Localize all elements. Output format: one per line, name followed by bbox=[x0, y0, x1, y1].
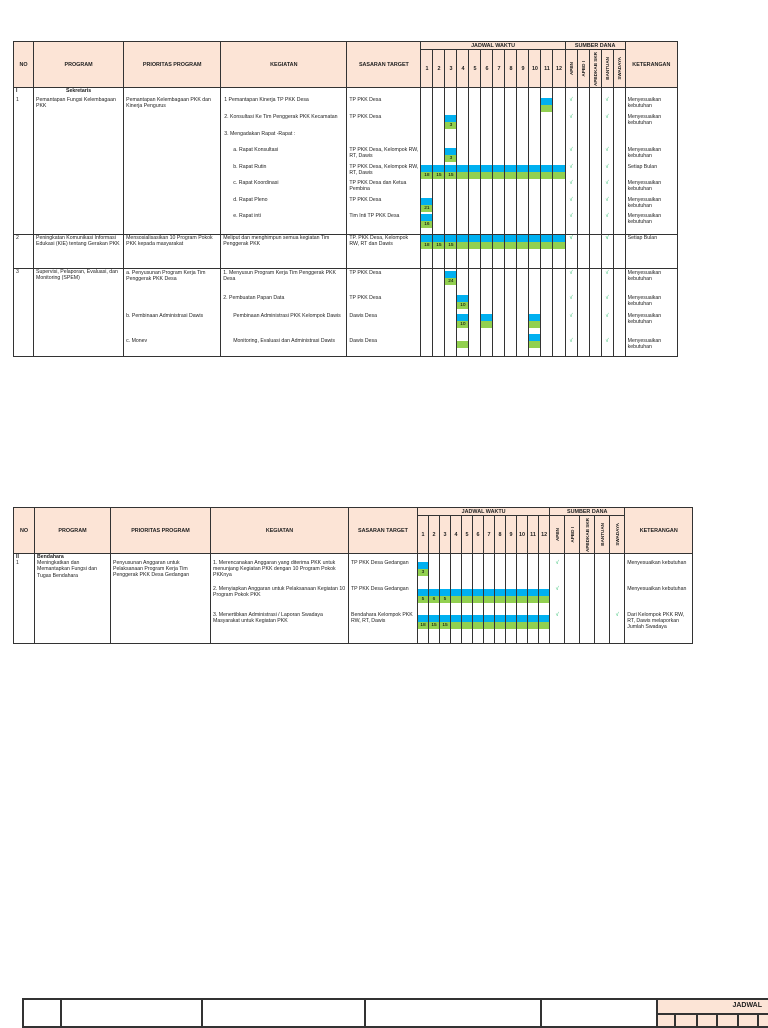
sasaran-item: Tim Inti TP PKK Desa bbox=[349, 213, 400, 219]
fund-cell-apbd1 bbox=[577, 235, 589, 269]
month-cell-12 bbox=[553, 269, 565, 357]
section-title: Sekretaris bbox=[66, 88, 92, 94]
fund-header bbox=[589, 50, 601, 88]
kegiatan-cell bbox=[221, 88, 347, 235]
month-cell-4 bbox=[457, 269, 469, 357]
kegiatan-item: 2. Menyiapkan Anggaran untuk Pelaksanaan Kegiatan 10 Program Pokok PKK bbox=[213, 586, 346, 599]
month-cell-2 bbox=[429, 554, 440, 644]
prioritas-cell bbox=[124, 269, 221, 357]
sasaran-item: TP PKK Desa, Kelompok RW, RT, Dawis bbox=[349, 147, 419, 160]
month-cell-11 bbox=[541, 235, 553, 269]
fund-cell-apbdkab bbox=[580, 554, 595, 644]
keterangan-item: Menyesuaikan kebutuhan bbox=[627, 197, 662, 210]
check-mark: √ bbox=[605, 270, 609, 276]
kegiatan-cell bbox=[211, 554, 349, 644]
month-cell-3 bbox=[445, 235, 457, 269]
keterangan-item: Menyesuaikan kebutuhan bbox=[627, 560, 687, 566]
keterangan-cell bbox=[625, 554, 693, 644]
fund-label: SWADAYA bbox=[614, 523, 620, 546]
sasaran-item: TP PKK Desa Gedangan bbox=[351, 586, 409, 592]
month-cell-11 bbox=[541, 88, 553, 235]
month-header: 2 bbox=[429, 516, 440, 554]
kegiatan-item: a. Rapat Konsultasi bbox=[233, 147, 279, 153]
month-cell-5 bbox=[469, 235, 481, 269]
header-jadwal: JADWAL WAKTU bbox=[421, 42, 565, 50]
row-no bbox=[14, 554, 35, 644]
sasaran-item: TP PKK Desa bbox=[349, 197, 382, 203]
month-cell-6 bbox=[481, 269, 493, 357]
month-cell-4 bbox=[457, 88, 469, 235]
footer-cell-program bbox=[61, 999, 202, 1027]
kegiatan-item: 1 Pemantapan Kinerja TP PKK Desa bbox=[224, 97, 309, 103]
prioritas-text: Penyusunan Anggaran untuk Pelaksanaan Program Kerja Tim Penggerak PKK Desa Gedangan bbox=[113, 560, 190, 579]
fund-label: SWADAYA bbox=[616, 57, 622, 80]
prioritas-item: c. Monev bbox=[126, 338, 148, 344]
month-header: 7 bbox=[484, 516, 495, 554]
check-mark: √ bbox=[605, 97, 609, 103]
keterangan-cell bbox=[625, 269, 677, 357]
fund-label: APBN bbox=[554, 527, 560, 542]
check-mark: √ bbox=[605, 147, 609, 153]
section-title: Bendahara bbox=[37, 554, 64, 560]
check-mark: √ bbox=[605, 295, 609, 301]
section-no: I bbox=[16, 88, 18, 94]
footer-cell-kegiatan bbox=[365, 999, 541, 1027]
kegiatan-item: 3. Menertibkan Administrasi / Laporan Swadaya Masyarakat untuk Kegiatan PKK bbox=[213, 612, 323, 625]
month-cell-5 bbox=[469, 269, 481, 357]
program-text: Pemantapan Fungsi Kelembagaan PKK bbox=[36, 97, 116, 110]
header-program: PROGRAM bbox=[34, 42, 124, 88]
fund-cell-bantuan bbox=[601, 269, 613, 357]
bar-value: 10 bbox=[460, 322, 466, 327]
month-cell-3 bbox=[445, 88, 457, 235]
month-header: 9 bbox=[517, 50, 529, 88]
check-mark: √ bbox=[605, 313, 609, 319]
check-mark: √ bbox=[569, 197, 573, 203]
month-cell-4 bbox=[451, 554, 462, 644]
bar-value: 18 bbox=[420, 623, 426, 628]
prioritas-cell bbox=[124, 88, 221, 235]
fund-label: APBDKAB SKR bbox=[584, 517, 590, 552]
bar-value: 15 bbox=[436, 173, 442, 178]
header-sumber: SUMBER DANA bbox=[565, 42, 625, 50]
bar-value: 6 bbox=[432, 597, 436, 602]
kegiatan-item: 2. Konsultasi Ke Tim Penggerak PKK Kecamatan bbox=[224, 114, 338, 120]
month-header: 8 bbox=[505, 50, 517, 88]
fund-cell-apbn bbox=[550, 554, 565, 644]
keterangan-item: Menyesuaikan kebutuhan bbox=[627, 97, 662, 110]
keterangan-item: Menyesuaikan kebutuhan bbox=[627, 147, 662, 160]
month-cell-1 bbox=[421, 235, 433, 269]
fund-cell-bantuan bbox=[601, 88, 613, 235]
month-cell-6 bbox=[481, 235, 493, 269]
month-cell-1 bbox=[418, 554, 429, 644]
fund-cell-swadaya bbox=[613, 88, 625, 235]
sasaran-item: TP PKK Desa bbox=[349, 295, 382, 301]
month-cell-6 bbox=[481, 88, 493, 235]
month-header: 8 bbox=[495, 516, 506, 554]
check-mark: √ bbox=[605, 213, 609, 219]
header-prioritas: PRIORITAS PROGRAM bbox=[111, 508, 211, 554]
keterangan-item: Menyesuaikan kebutuhan bbox=[627, 295, 662, 308]
fund-label: BANTUAN bbox=[599, 523, 605, 546]
row-number: 3 bbox=[14, 269, 34, 357]
header-no: NO bbox=[14, 508, 35, 554]
month-cell-5 bbox=[469, 88, 481, 235]
keterangan-item: Menyesuaikan kebutuhan bbox=[627, 114, 662, 127]
footer-cell-sasaran bbox=[541, 999, 657, 1027]
kegiatan-item: d. Rapat Pleno bbox=[233, 197, 268, 203]
check-mark: √ bbox=[569, 147, 573, 153]
header-sasaran: SASARAN TARGET bbox=[347, 42, 421, 88]
sasaran-item: TP PKK Desa, Kelompok RW, RT, Dawis bbox=[349, 164, 419, 177]
month-header: 2 bbox=[433, 50, 445, 88]
sasaran-cell bbox=[347, 88, 421, 235]
month-header: 1 bbox=[418, 516, 429, 554]
header-prioritas: PRIORITAS PROGRAM bbox=[124, 42, 221, 88]
month-cell-10 bbox=[529, 88, 541, 235]
bar-value: 15 bbox=[442, 623, 448, 628]
program-cell bbox=[34, 88, 124, 235]
month-header: 5 bbox=[462, 516, 473, 554]
month-header: 9 bbox=[506, 516, 517, 554]
check-mark: √ bbox=[569, 213, 573, 219]
month-cell-10 bbox=[517, 554, 528, 644]
fund-header bbox=[565, 516, 580, 554]
month-header: 5 bbox=[469, 50, 481, 88]
bar-value: 15 bbox=[431, 623, 437, 628]
bar-value: 21 bbox=[424, 206, 430, 211]
fund-cell-swadaya bbox=[610, 554, 625, 644]
check-mark: √ bbox=[565, 235, 577, 269]
month-header: 7 bbox=[493, 50, 505, 88]
prioritas-text: Pemantapan Kelembagaan PKK dan Kinerja Pengurus bbox=[126, 97, 211, 110]
check-mark: √ bbox=[569, 338, 573, 344]
header-keterangan: KETERANGAN bbox=[625, 42, 677, 88]
header-sasaran: SASARAN TARGET bbox=[349, 508, 418, 554]
month-cell-3 bbox=[440, 554, 451, 644]
sasaran-item: Dawis Desa bbox=[349, 313, 378, 319]
month-header: 10 bbox=[529, 50, 541, 88]
month-cell-10 bbox=[529, 235, 541, 269]
month-cell-12 bbox=[539, 554, 550, 644]
month-cell-8 bbox=[505, 235, 517, 269]
bar-value: 15 bbox=[448, 243, 454, 248]
kegiatan-item: b. Rapat Rutin bbox=[233, 164, 267, 170]
month-cell-9 bbox=[517, 235, 529, 269]
bar-value: 18 bbox=[424, 173, 430, 178]
program-cell bbox=[35, 554, 111, 644]
month-cell-12 bbox=[553, 235, 565, 269]
fund-cell-apbd1 bbox=[565, 554, 580, 644]
month-cell-9 bbox=[506, 554, 517, 644]
footer-jadwal-label: JADWAL bbox=[732, 1002, 762, 1009]
kegiatan-item: Monitoring, Evaluasi dan Administrasi Dawis bbox=[233, 338, 335, 344]
keterangan-item: Menyesuaikan kebutuhan bbox=[627, 338, 662, 351]
month-cell-7 bbox=[493, 88, 505, 235]
header-kegiatan: KEGIATAN bbox=[211, 508, 349, 554]
month-cell-1 bbox=[421, 88, 433, 235]
fund-cell-apbn bbox=[565, 88, 577, 235]
month-cell-9 bbox=[517, 88, 529, 235]
month-cell-12 bbox=[553, 88, 565, 235]
header-kegiatan: KEGIATAN bbox=[221, 42, 347, 88]
fund-cell-swadaya bbox=[613, 235, 625, 269]
program-text: Peningkatan Komunikasi Informasi Edukasi (KIE) tentang Gerakan PKK bbox=[34, 235, 124, 269]
program-text: Supervisi, Pelaporan, Evaluasi, dan Monitoring (SPEM) bbox=[34, 269, 124, 357]
month-cell-8 bbox=[505, 269, 517, 357]
keterangan-item: Menyesuaikan kebutuhan bbox=[627, 586, 687, 592]
month-cell-2 bbox=[433, 235, 445, 269]
check-mark: √ bbox=[569, 313, 573, 319]
month-cell-2 bbox=[433, 269, 445, 357]
program-table-sekretaris bbox=[13, 41, 678, 357]
kegiatan-item: c. Rapat Koordinasi bbox=[233, 180, 279, 186]
kegiatan-item: 1. Merencanakan Anggaran yang diterima PKK untuk menunjang Kegiatan PKK dengan 10 Program Pokok PKKnya bbox=[213, 560, 336, 579]
check-mark: √ bbox=[601, 235, 613, 269]
keterangan-item: Menyesuaikan kebutuhan bbox=[627, 270, 662, 283]
kegiatan-item: Pembinaan Administrasi PKK Kelompok Dawis bbox=[233, 313, 341, 319]
keterangan-item: Dari Kelompok PKK RW, RT, Dawis melaporkan Jumlah Swadaya bbox=[627, 612, 685, 631]
sasaran-item: TP PKK Desa bbox=[349, 114, 382, 120]
month-cell-10 bbox=[529, 269, 541, 357]
sasaran-cell bbox=[349, 554, 418, 644]
keterangan-item: Menyesuaikan kebutuhan bbox=[627, 313, 662, 326]
month-cell-4 bbox=[457, 235, 469, 269]
bar-value: 15 bbox=[448, 173, 454, 178]
month-cell-11 bbox=[528, 554, 539, 644]
header-program: PROGRAM bbox=[35, 508, 111, 554]
check-mark: √ bbox=[555, 586, 559, 592]
sasaran-item: Dawis Desa bbox=[349, 338, 378, 344]
kegiatan-text: Meliput dan menghimpun semua kegiatan Tim Penggerak PKK bbox=[221, 235, 347, 269]
fund-header bbox=[577, 50, 589, 88]
month-cell-6 bbox=[473, 554, 484, 644]
kegiatan-item: 3. Mengadakan Rapat -Rapat : bbox=[224, 131, 296, 137]
month-cell-1 bbox=[421, 269, 433, 357]
kegiatan-item: 1. Menyusun Program Kerja Tim Penggerak PKK Desa bbox=[223, 270, 336, 283]
fund-cell-bantuan bbox=[595, 554, 610, 644]
fund-label: APBN bbox=[568, 61, 574, 76]
month-header: 12 bbox=[553, 50, 565, 88]
prioritas-item: b. Pembinaan Administrasi Dawis bbox=[126, 313, 204, 319]
bar-value: 16 bbox=[424, 222, 430, 227]
kegiatan-item: 2. Pembuatan Papan Data bbox=[223, 295, 285, 301]
month-header: 11 bbox=[528, 516, 539, 554]
row-number: 1 bbox=[16, 97, 19, 104]
month-header: 4 bbox=[451, 516, 462, 554]
month-cell-3 bbox=[445, 269, 457, 357]
check-mark: √ bbox=[605, 180, 609, 186]
header-sumber: SUMBER DANA bbox=[550, 508, 625, 516]
fund-cell-apbdkab bbox=[589, 269, 601, 357]
sasaran-item: TP PKK Desa dan Ketua Pembina bbox=[349, 180, 407, 193]
row-no bbox=[14, 88, 34, 235]
check-mark: √ bbox=[605, 164, 609, 170]
month-header: 10 bbox=[517, 516, 528, 554]
sasaran-text: TP. PKK Desa, Kelompok RW, RT dan Dawis bbox=[347, 235, 421, 269]
prioritas-item: a. Penyusunan Program Kerja Tim Penggerak PKK Desa bbox=[126, 270, 206, 283]
fund-label: APBDKAB SKR bbox=[592, 51, 598, 86]
kegiatan-item: e. Rapat inti bbox=[233, 213, 261, 219]
keterangan-item: Menyesuaikan kebutuhan bbox=[627, 213, 662, 226]
row-number: 2 bbox=[14, 235, 34, 269]
month-header: 1 bbox=[421, 50, 433, 88]
footer-cell-jadwal bbox=[657, 999, 768, 1027]
check-mark: √ bbox=[569, 295, 573, 301]
fund-label: APBD I bbox=[580, 60, 586, 77]
program-text: Meningkatkan dan Memantapkan Fungsi dan Tugas Bendahara bbox=[37, 560, 97, 579]
month-header: 12 bbox=[539, 516, 550, 554]
prioritas-text: Mensosialisasikan 10 Program Pokok PKK kepada masyarakat bbox=[124, 235, 221, 269]
check-mark: √ bbox=[569, 180, 573, 186]
check-mark: √ bbox=[569, 164, 573, 170]
month-cell-2 bbox=[433, 88, 445, 235]
keterangan-cell bbox=[625, 88, 677, 235]
month-cell-11 bbox=[541, 269, 553, 357]
month-cell-7 bbox=[493, 269, 505, 357]
bar-value: 5 bbox=[421, 597, 425, 602]
check-mark: √ bbox=[555, 560, 559, 566]
bar-value: 10 bbox=[460, 303, 466, 308]
bar-value: 3 bbox=[421, 570, 425, 575]
check-mark: √ bbox=[569, 270, 573, 276]
fund-header bbox=[565, 50, 577, 88]
header-no: NO bbox=[14, 42, 34, 88]
fund-header bbox=[595, 516, 610, 554]
fund-cell-apbdkab bbox=[589, 88, 601, 235]
sasaran-item: TP PKK Desa Gedangan bbox=[351, 560, 409, 566]
check-mark: √ bbox=[615, 612, 619, 618]
month-cell-7 bbox=[493, 235, 505, 269]
bar-value: 3 bbox=[449, 156, 453, 161]
bar-value: 24 bbox=[448, 279, 454, 284]
sasaran-item: TP PKK Desa bbox=[349, 270, 382, 276]
check-mark: √ bbox=[569, 97, 573, 103]
fund-cell-apbd1 bbox=[577, 88, 589, 235]
fund-cell-apbdkab bbox=[589, 235, 601, 269]
bar-value: 18 bbox=[424, 243, 430, 248]
fund-header bbox=[550, 516, 565, 554]
footer-cell-prioritas bbox=[202, 999, 365, 1027]
sasaran-cell bbox=[347, 269, 421, 357]
month-header: 4 bbox=[457, 50, 469, 88]
fund-header bbox=[610, 516, 625, 554]
header-keterangan: KETERANGAN bbox=[625, 508, 693, 554]
fund-header bbox=[580, 516, 595, 554]
fund-cell-apbd1 bbox=[577, 269, 589, 357]
keterangan-item: Menyesuaikan kebutuhan bbox=[627, 180, 662, 193]
keterangan-item: Setiap Bulan bbox=[627, 164, 658, 170]
fund-header bbox=[601, 50, 613, 88]
header-jadwal: JADWAL WAKTU bbox=[418, 508, 550, 516]
check-mark: √ bbox=[605, 197, 609, 203]
sasaran-item: Bendahara Kelompok PKK RW, RT, Dawis bbox=[351, 612, 413, 625]
month-header: 11 bbox=[541, 50, 553, 88]
month-header: 6 bbox=[481, 50, 493, 88]
check-mark: √ bbox=[605, 114, 609, 120]
month-cell-8 bbox=[495, 554, 506, 644]
month-cell-7 bbox=[484, 554, 495, 644]
month-header: 6 bbox=[473, 516, 484, 554]
section-no: II bbox=[16, 554, 19, 560]
prioritas-cell bbox=[111, 554, 211, 644]
check-mark: √ bbox=[555, 612, 559, 618]
keterangan-text: Setiap Bulan bbox=[625, 235, 677, 269]
check-mark: √ bbox=[569, 114, 573, 120]
fund-label: APBD I bbox=[569, 526, 575, 543]
bar-value: 3 bbox=[449, 123, 453, 128]
bar-value: 5 bbox=[443, 597, 447, 602]
month-cell-8 bbox=[505, 88, 517, 235]
check-mark: √ bbox=[605, 338, 609, 344]
bar-value: 15 bbox=[436, 243, 442, 248]
month-cell-5 bbox=[462, 554, 473, 644]
sasaran-item: TP PKK Desa bbox=[349, 97, 382, 103]
fund-cell-swadaya bbox=[613, 269, 625, 357]
fund-cell-apbn bbox=[565, 269, 577, 357]
fund-label: BANTUAN bbox=[604, 57, 610, 80]
fund-header bbox=[613, 50, 625, 88]
kegiatan-cell bbox=[221, 269, 347, 357]
footer-cell-no bbox=[23, 999, 61, 1027]
month-cell-9 bbox=[517, 269, 529, 357]
row-number: 1 bbox=[16, 560, 19, 567]
program-table-bendahara bbox=[13, 507, 693, 644]
month-header: 3 bbox=[445, 50, 457, 88]
month-header: 3 bbox=[440, 516, 451, 554]
